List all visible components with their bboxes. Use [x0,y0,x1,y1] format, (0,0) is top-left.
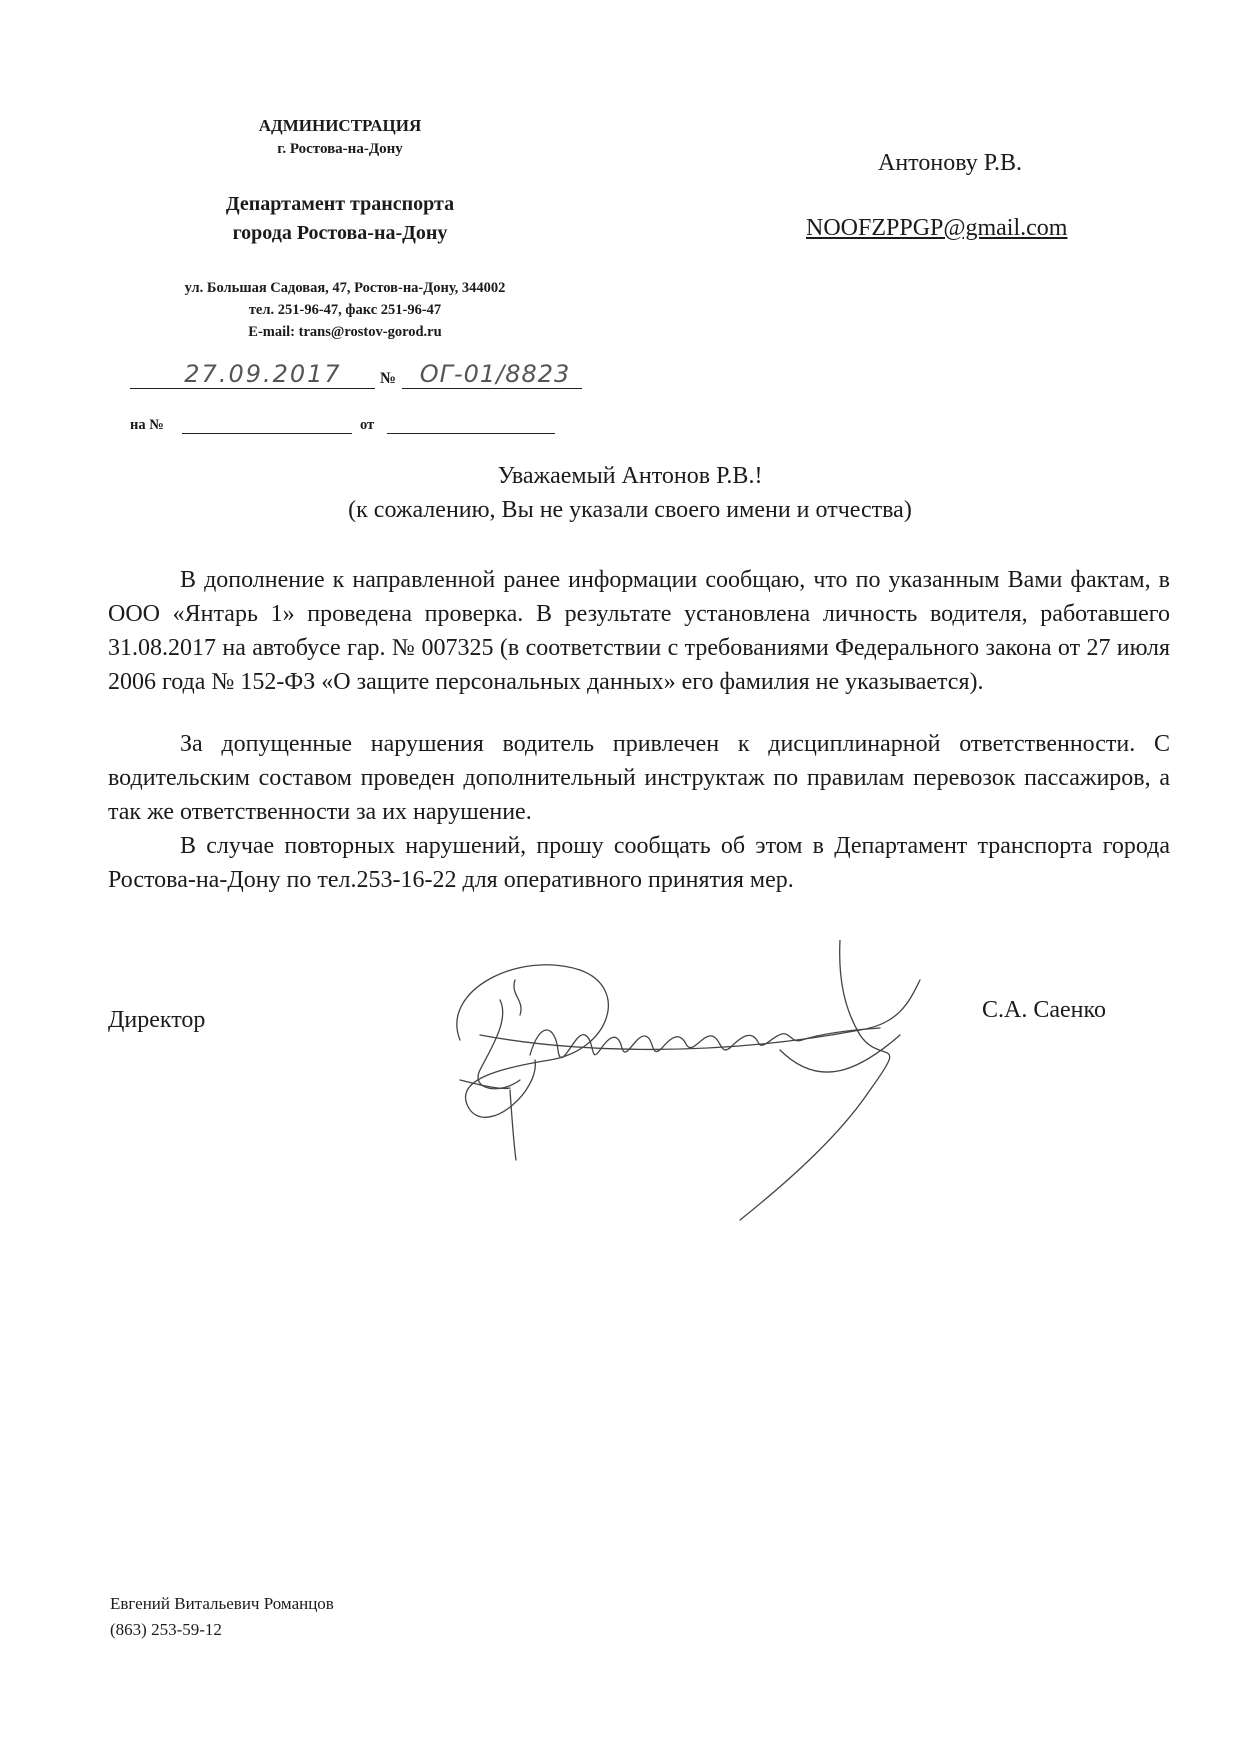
registration-number-underline [402,388,582,389]
reply-to-label: на № [130,417,164,433]
letterhead-department-line2: города Ростова-на-Дону [232,222,448,244]
letterhead-address: ул. Большая Садовая, 47, Ростов-на-Дону, 344002 [184,280,506,296]
addressee-email: NOOFZPPGP@gmail.com [806,215,1068,241]
registration-number: ОГ-01/8823 [419,360,571,388]
executor-phone: (863) 253-59-12 [110,1620,222,1639]
reply-to-number-blank [182,433,352,434]
signatory-title: Директор [108,1007,206,1033]
letterhead-department-line1: Департамент транспорта [225,193,455,215]
body-paragraph: За допущенные нарушения водитель привлечен к дисциплинарной ответственности. С водительским составом проведен дополнительный инструктаж по правилам перевозок пассажиров, а так же ответственности за их нарушение. [108,731,1170,825]
letterhead-admin: АДМИНИСТРАЦИЯ [258,116,422,135]
body-paragraph: В дополнение к направленной ранее информации сообщаю, что по указанным Вами фактам, в ООО «Янтарь 1» проведена проверка. В результате установлена личность водителя, работавшего 31.08.2017 на автобусе гар. № 007325 (в соответствии с требованиями Федерального закона от 27 июля 2006 года № 152-ФЗ «О защите персональных данных» его фамилия не указывается). [108,567,1170,695]
reply-from-label: от [360,417,375,433]
body-paragraph: В случае повторных нарушений, прошу сообщать об этом в Департамент транспорта города Ростова-на-Дону по тел.253-16-22 для оперативного принятия мер. [108,833,1170,893]
executor-name: Евгений Витальевич Романцов [110,1594,334,1613]
salutation: Уважаемый Антонов Р.В.! [497,463,763,489]
signatory-name: С.А. Саенко [982,997,1106,1023]
registration-date-underline [130,388,375,389]
reply-from-date-blank [387,433,555,434]
letterhead-city: г. Ростова-на-Дону [277,141,403,157]
addressee-name: Антонову Р.В. [878,150,1023,176]
handwritten-signature [440,940,980,1230]
salutation-note: (к сожалению, Вы не указали своего имени и отчества) [348,497,912,523]
letterhead-phones: тел. 251-96-47, факс 251-96-47 [248,302,442,318]
letterhead-email: E-mail: trans@rostov-gorod.ru [248,324,442,340]
registration-date: 27.09.2017 [184,360,342,388]
registration-number-sign: № [380,370,397,387]
